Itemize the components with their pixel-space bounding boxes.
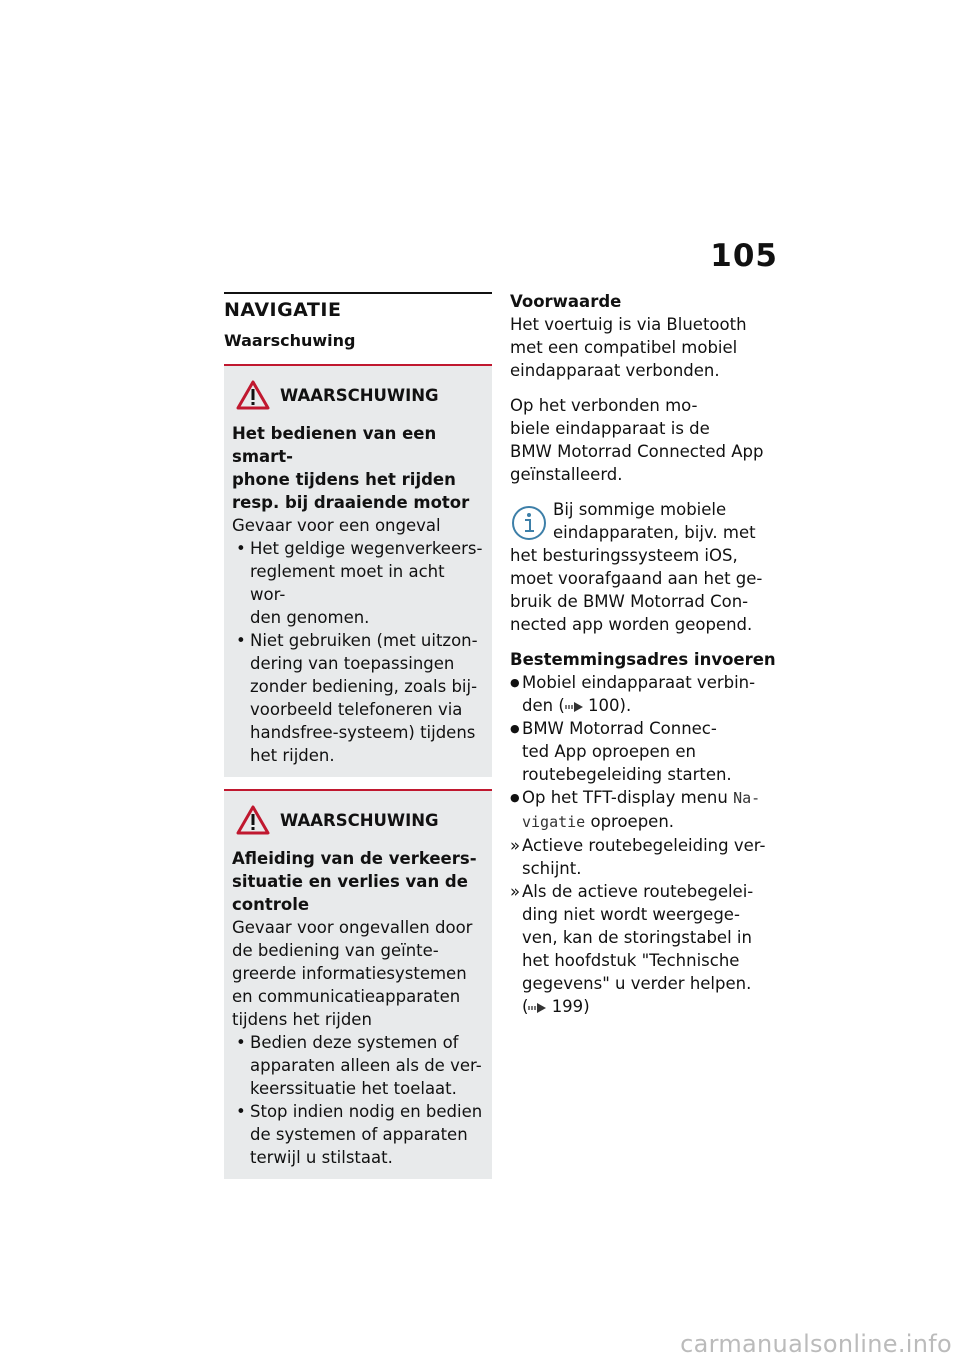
section-rule	[224, 292, 492, 294]
list-item: ● Mobiel eindapparaat verbin- den ( 100).	[510, 671, 782, 717]
warning-triangle-icon	[236, 380, 270, 410]
menu-name: vigatie	[522, 813, 586, 831]
right-column	[510, 290, 782, 1018]
warning-box-1	[224, 364, 492, 777]
warning-label: WAARSCHUWING	[280, 385, 439, 405]
watermark: carmanualsonline.info	[680, 1330, 952, 1358]
warning-text: Gevaar voor ongevallen door de bediening van geïnte- greerde informatiesystemen en communicatieapparaten tijdens het rijden	[232, 918, 473, 1029]
warning-label: WAARSCHUWING	[280, 810, 439, 830]
section-title: NAVIGATIE	[224, 299, 342, 321]
warning-bullets	[232, 537, 484, 767]
info-icon	[510, 504, 548, 542]
warning-bullets	[232, 1031, 484, 1169]
list-item: • Bedien deze systemen of apparaten alleen als de ver- keerssituatie het toelaat.	[232, 1031, 484, 1100]
page-reference-arrow-icon	[528, 1003, 546, 1013]
list-item: ● Op het TFT-display menu Na- vigatie oproepen.	[510, 786, 782, 834]
subheading: Waarschuwing	[224, 331, 356, 350]
warning-text: Gevaar voor een ongeval	[232, 516, 441, 535]
warning-triangle-icon	[236, 805, 270, 835]
destination-steps	[510, 671, 782, 1018]
prereq-paragraph-2: Op het verbonden mo- biele eindapparaat is de BMW Motorrad Connected App geïnstalleerd.	[510, 396, 764, 484]
warning-header	[236, 805, 484, 835]
prereq-paragraph-1: Het voertuig is via Bluetooth met een compatibel mobiel eindapparaat verbonden.	[510, 315, 747, 380]
info-note: Bij sommige mobiele eindapparaten, bijv. met het besturingssysteem iOS, moet voorafgaand aan het ge- bruik de BMW Motorrad Con- nected app worden geopend.	[510, 500, 763, 634]
list-item: • Stop indien nodig en bedien de systemen of apparaten terwijl u stilstaat.	[232, 1100, 484, 1169]
list-item: • Het geldige wegenverkeers- reglement moet in acht wor- den genomen.	[232, 537, 484, 629]
page-ref[interactable]: 100	[588, 696, 620, 715]
list-item: ● BMW Motorrad Connec- ted App oproepen en routebegeleiding starten.	[510, 717, 782, 786]
prereq-heading: Voorwaarde	[510, 292, 622, 311]
list-item: • Niet gebruiken (met uitzon- dering van toepassingen zonder bediening, zoals bij- voorbeeld telefoneren via handsfree-systeem) tijdens het rijden.	[232, 629, 484, 767]
page-number: 105	[710, 238, 778, 274]
list-item: » Als de actieve routebegelei- ding niet wordt weergege- ven, kan de storingstabel in het hoofdstuk "Technische gegevens" u verder helpen. ( 199)	[510, 880, 782, 1018]
page-ref[interactable]: 199	[551, 997, 584, 1016]
destination-heading: Bestemmingsadres invoeren	[510, 650, 776, 669]
warning-title: Afleiding van de verkeers- situatie en verlies van de controle	[232, 849, 477, 914]
page-reference-arrow-icon	[565, 702, 583, 712]
warning-header	[236, 380, 484, 410]
list-item: » Actieve routebegeleiding ver- schijnt.	[510, 834, 782, 880]
left-column	[224, 292, 492, 1179]
warning-box-2	[224, 789, 492, 1179]
menu-name: Na-	[733, 789, 761, 807]
warning-title: Het bedienen van een smart- phone tijdens het rijden resp. bij draaiende motor	[232, 424, 470, 512]
